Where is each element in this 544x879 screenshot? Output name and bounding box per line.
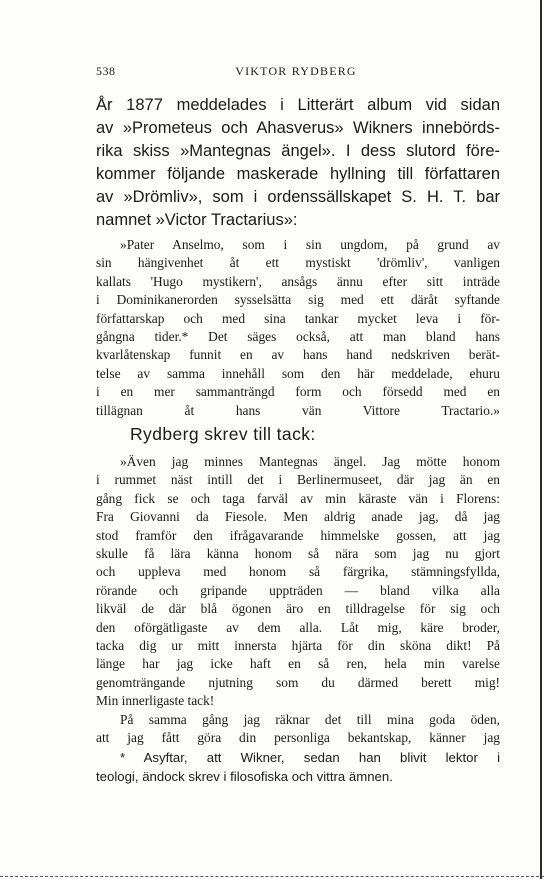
intro-line: rika skiss »Mantegnas ängel». I dess slutord före- (96, 142, 500, 160)
quote-line: kallats 'Hugo mystikern', ansågs ännu efter sitt inträde (96, 273, 500, 289)
quote-line: och uppleva med honom så färgrika, stämningsfyllda, (96, 564, 500, 580)
quote-line: gångna tider.* Det säges också, att man bland hans (96, 329, 500, 345)
quote-line: den oförgätligaste av dem alla. Låt mig, käre broder, (96, 619, 500, 635)
quote-line: tillägnan åt hans vän Vittore Tractario.» (96, 402, 500, 418)
quote-line: i rummet näst intill det i Berlinermuseet, där jag än en (96, 472, 500, 488)
quote-line: gång fick se och taga farväl av min käraste vän i Florens: (96, 490, 500, 506)
quote-line: i Dominikanerorden sysselsätta sig med ett däråt syftande (96, 292, 500, 308)
running-head: VIKTOR RYDBERG (235, 64, 357, 78)
section-heading: Rydberg skrev till tack: (130, 424, 316, 444)
quote-line: länge har jag icke haft en så ren, hela min varelse (96, 656, 500, 672)
quote-line: tacka dig ur mitt innersta hjärta för din sköna dikt! På (96, 638, 500, 654)
quote-line: »Pater Anselmo, som i sin ungdom, på grund av (120, 237, 500, 252)
intro-paragraph (96, 94, 500, 232)
quote-line: att jag fått göra din personliga bekantskap, känner jag (96, 730, 500, 746)
page-number: 538 (96, 64, 116, 78)
quote-paragraph-2 (96, 453, 500, 748)
quote-line: genomträngande njutning som du därmed berett mig! (96, 674, 500, 690)
intro-line: kommer följande maskerade hyllning till författaren (96, 165, 500, 183)
quote-line: »Även jag minnes Mantegnas ängel. Jag mötte honom (120, 454, 500, 469)
intro-line: av »Prometeus och Ahasverus» Wikners innebörds- (96, 119, 500, 137)
page-header (96, 64, 496, 80)
footnote (96, 748, 500, 786)
footnote-line: teologi, ändock skrev i filosofiska och vittra ämnen. (96, 769, 393, 784)
quote-paragraph-1 (96, 236, 500, 420)
quote-line: sin hängivenhet åt ett mystiskt 'drömliv', vanligen (96, 255, 500, 271)
intro-line: År 1877 meddelades i Litterärt album vid sidan (96, 96, 500, 114)
quote-line: På samma gång jag räknar det till mina goda öden, (120, 711, 500, 727)
quote-line: telse av samma innehåll som den här meddelade, ehuru (96, 365, 500, 381)
intro-line: av »Drömliv», som i ordenssällskapet S. H. T. bar (96, 188, 500, 206)
quote-line: rörande och gripande uppträden — bland vilka alla (96, 582, 500, 598)
quote-line: Fra Giovanni da Fiesole. Men aldrig anade jag, då jag (96, 509, 500, 525)
quote-line: kvarlåtenskap funnit en av hans hand nedskriven berät- (96, 347, 500, 363)
quote-line: likväl de där blå ögonen äro en tilldragelse för sig och (96, 601, 500, 617)
intro-line: namnet »Victor Tractarius»: (96, 211, 298, 229)
footnote-line: * Asyftar, att Wikner, sedan han blivit lektor i (120, 750, 500, 765)
quote-line: Min innerligaste tack! (96, 693, 215, 709)
quote-line: författarskap och med sina tankar mycket leva i för- (96, 310, 500, 326)
page-edge-shadow (540, 0, 542, 879)
quote-line: stod framför den ifrågavarande himmelske gossen, att jag (96, 527, 500, 543)
page-bottom-edge (0, 876, 544, 877)
quote-line: i en mer sammanträngd form och försedd med en (96, 384, 500, 400)
quote-line: skulle få lära känna honom så nära som jag nu gjort (96, 546, 500, 562)
